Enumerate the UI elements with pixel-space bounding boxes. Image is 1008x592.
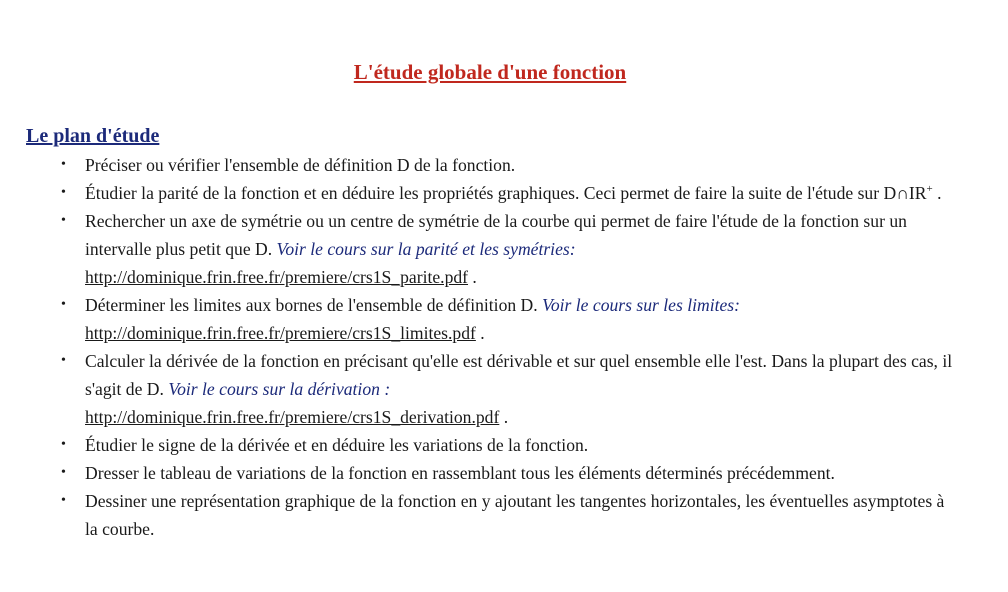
item-suffix: .	[468, 267, 477, 287]
list-item	[58, 487, 958, 543]
bullet-icon: •	[61, 353, 66, 368]
bullet-icon: •	[61, 465, 66, 480]
course-link-parite[interactable]: http://dominique.frin.free.fr/premiere/crs1S_parite.pdf	[85, 267, 469, 287]
item-text: Calculer la dérivée de la fonction en précisant qu'elle est dérivable et sur quel ensemble elle l'est. Dans la plupart des cas, il s'agit de D.	[85, 351, 953, 399]
course-reference: Voir le cours sur la parité et les symétries:	[276, 239, 576, 259]
list-item	[58, 291, 958, 347]
superscript-plus: +	[926, 183, 933, 196]
section-title: Le plan d'étude	[26, 125, 160, 147]
item-text: Préciser ou vérifier l'ensemble de définition D de la fonction.	[85, 155, 516, 175]
list-item	[58, 151, 958, 179]
course-reference: Voir le cours sur la dérivation :	[168, 379, 391, 399]
list-item	[58, 347, 958, 431]
study-plan-list	[58, 151, 958, 543]
bullet-icon: •	[61, 213, 66, 228]
bullet-icon: •	[61, 157, 66, 172]
bullet-icon: •	[61, 185, 66, 200]
list-item	[58, 431, 958, 459]
bullet-icon: •	[61, 437, 66, 452]
bullet-icon: •	[61, 493, 66, 508]
course-link-limites[interactable]: http://dominique.frin.free.fr/premiere/crs1S_limites.pdf	[85, 323, 476, 343]
list-item	[58, 179, 958, 207]
course-reference: Voir le cours sur les limites:	[542, 295, 740, 315]
item-text: Étudier la parité de la fonction et en déduire les propriétés graphiques. Ceci permet de faire la suite de l'étude sur D∩IR	[85, 183, 927, 203]
item-text: Dessiner une représentation graphique de la fonction en y ajoutant les tangentes horizontales, les éventuelles asymptotes à la courbe.	[85, 491, 945, 539]
item-text: Rechercher un axe de symétrie ou un centre de symétrie de la courbe qui permet de faire l'étude de la fonction sur un intervalle plus petit que D.	[85, 211, 907, 259]
item-text: Étudier le signe de la dérivée et en déduire les variations de la fonction.	[85, 435, 589, 455]
item-text: Dresser le tableau de variations de la fonction en rassemblant tous les éléments déterminés précédemment.	[85, 463, 835, 483]
list-item	[58, 207, 958, 291]
bullet-icon: •	[61, 297, 66, 312]
list-item	[58, 459, 958, 487]
item-text: Déterminer les limites aux bornes de l'ensemble de définition D.	[85, 295, 543, 315]
item-suffix: .	[499, 407, 509, 427]
page-title: L'étude globale d'une fonction	[353, 60, 627, 84]
item-suffix: .	[475, 323, 485, 343]
course-link-derivation[interactable]: http://dominique.frin.free.fr/premiere/crs1S_derivation.pdf	[85, 407, 500, 427]
item-suffix: .	[932, 183, 942, 203]
